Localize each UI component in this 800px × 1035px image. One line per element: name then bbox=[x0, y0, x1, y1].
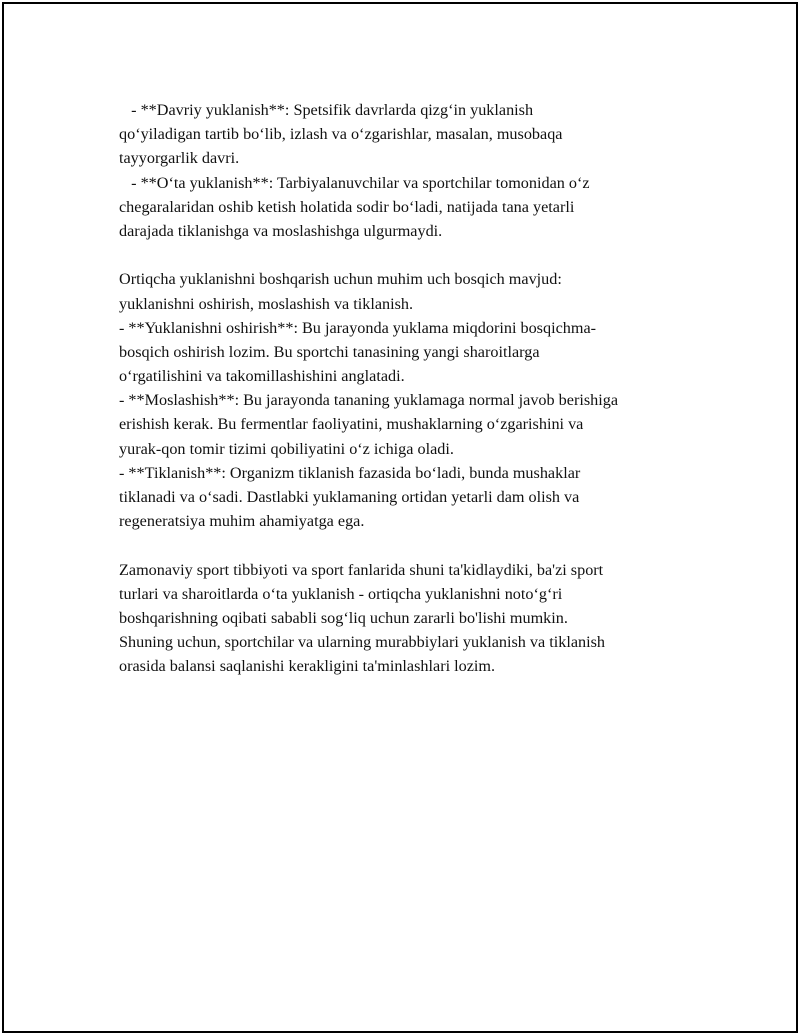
paragraph-overload-stages bbox=[119, 267, 699, 533]
text-line: tayyorgarlik davri. bbox=[119, 149, 240, 168]
text-line: o‘rgatilishini va takomillashishini anglatadi. bbox=[119, 367, 405, 386]
text-line: boshqarishning oqibati sababli sog‘liq uchun zararli bo'lishi mumkin. bbox=[119, 608, 568, 627]
text-line: Zamonaviy sport tibbiyoti va sport fanlarida shuni ta'kidlaydiki, ba'zi sport bbox=[119, 560, 604, 579]
text-line: regeneratsiya muhim ahamiyatga ega. bbox=[119, 512, 365, 531]
paragraph-spacer bbox=[119, 533, 699, 557]
paragraph-conclusion bbox=[119, 558, 699, 679]
text-line: darajada tiklanishga va moslashishga ulgurmaydi. bbox=[119, 221, 443, 240]
text-line: erishish kerak. Bu fermentlar faoliyatini, mushaklarning o‘zgarishini va bbox=[119, 415, 584, 434]
text-line: chegaralaridan oshib ketish holatida sodir bo‘ladi, natijada tana yetarli bbox=[119, 197, 575, 216]
text-line: - **Yuklanishni oshirish**: Bu jarayonda yuklama miqdorini bosqichma- bbox=[119, 318, 597, 337]
text-line: Shuning uchun, sportchilar va ularning murabbiylari yuklanish va tiklanish bbox=[119, 633, 605, 652]
text-line: bosqich oshirish lozim. Bu sportchi tanasining yangi sharoitlarga bbox=[119, 342, 540, 361]
text-line: turlari va sharoitlarda o‘ta yuklanish - ortiqcha yuklanishni noto‘g‘ri bbox=[119, 584, 563, 603]
text-line: - **Tiklanish**: Organizm tiklanish fazasida bo‘ladi, bunda mushaklar bbox=[119, 463, 581, 482]
page-frame bbox=[2, 2, 798, 1033]
text-line: - **Moslashish**: Bu jarayonda tananing yuklamaga normal javob berishiga bbox=[119, 391, 619, 410]
text-line: - **Davriy yuklanish**: Spetsifik davrlarda qizg‘in yuklanish bbox=[119, 101, 534, 119]
text-line: tiklanadi va o‘sadi. Dastlabki yuklamaning ortidan yetarli dam olish va bbox=[119, 488, 580, 506]
text-line: yurak-qon tomir tizimi qobiliyatini o‘z ichiga oladi. bbox=[119, 439, 454, 458]
text-line: orasida balansi saqlanishi kerakligini ta'minlashlari lozim. bbox=[119, 657, 496, 676]
document-body bbox=[119, 98, 699, 679]
text-line: - **O‘ta yuklanish**: Tarbiyalanuvchilar va sportchilar tomonidan o‘z bbox=[119, 173, 590, 192]
text-line: Ortiqcha yuklanishni boshqarish uchun muhim uch bosqich mavjud: bbox=[119, 270, 562, 289]
paragraph-spacer bbox=[119, 243, 699, 267]
paragraph-load-types bbox=[119, 98, 699, 243]
text-line: qo‘yiladigan tartib bo‘lib, izlash va o‘zgarishlar, masalan, musobaqa bbox=[119, 125, 563, 144]
text-line: yuklanishni oshirish, moslashish va tiklanish. bbox=[119, 294, 414, 313]
